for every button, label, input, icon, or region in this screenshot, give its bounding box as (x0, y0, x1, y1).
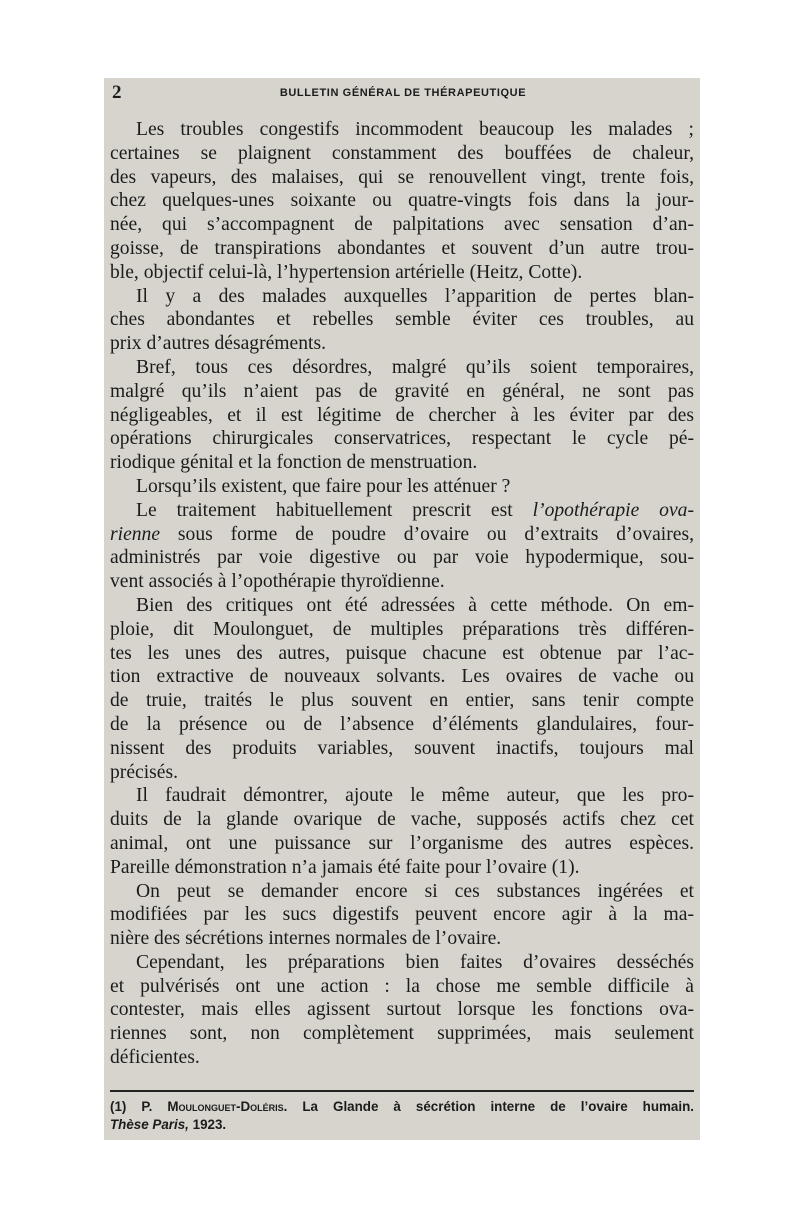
text-line: Cependant, les préparations bien faites d’ovaires desséchés (136, 951, 694, 973)
text-line: née, qui s’accompagnent de palpitations avec sensation d’an- (110, 214, 694, 236)
text-line: On peut se demander encore si ces substances ingérées et (136, 880, 694, 902)
text-line: prix d’autres désagréments. (110, 333, 327, 355)
text-line: Pareille démonstration n’a jamais été faite pour l’ovaire (1). (110, 856, 580, 878)
footnote-year: 1923. (188, 1117, 227, 1132)
text-line: tion extractive de nouveaux solvants. Les ovaires de vache ou (110, 666, 694, 688)
text-line: administrés par voie digestive ou par voie hypodermique, sou- (110, 547, 694, 569)
text-line: certaines se plaignent constamment des bouffées de chaleur, (110, 142, 694, 164)
footnote-thesis: Thèse Paris, (110, 1117, 189, 1132)
footnote-title: . La Glande à sécrétion interne de l’ovaire humain. (283, 1099, 694, 1114)
text-line: des vapeurs, des malaises, qui se renouvellent vingt, trente fois, (110, 166, 694, 188)
text-line (110, 499, 694, 523)
text-line: goisse, de transpirations abondantes et souvent d’un autre trou- (110, 237, 694, 259)
text-line: nissent des produits variables, souvent inactifs, toujours mal (110, 737, 694, 759)
text-line: Lorsqu’ils existent, que faire pour les atténuer ? (136, 475, 511, 497)
body-text (110, 118, 694, 1070)
text-line: vent associés à l’opothérapie thyroïdienne. (110, 571, 445, 593)
text-line: Il y a des malades auxquelles l’apparition de pertes blan- (136, 285, 694, 307)
text-line: précisés. (110, 761, 179, 783)
text-line: riennes sont, non complètement supprimées, mais seulement (110, 1023, 694, 1045)
text-line: chez quelques-unes soixante ou quatre-vingts fois dans la jour- (110, 190, 694, 212)
text-line: de la présence ou de l’absence d’éléments glandulaires, four- (110, 713, 694, 735)
text-line: de truie, traités le plus souvent en entier, sans tenir compte (110, 690, 694, 712)
text-line (110, 523, 694, 547)
text-line: animal, ont une puissance sur l’organisme des autres espèces. (110, 832, 694, 854)
text-line: contester, mais elles agissent surtout lorsque les fonctions ova- (110, 999, 694, 1021)
footnote-author: Moulonguet-Doléris (167, 1099, 284, 1114)
text-line: opérations chirurgicales conservatrices, respectant le cycle pé- (110, 428, 694, 450)
footnote-line (110, 1116, 694, 1134)
footnote (110, 1098, 694, 1134)
text-line: négligeables, et il est légitime de chercher à les éviter par des (110, 404, 694, 426)
text-line: ches abondantes et rebelles semble éviter ces troubles, au (110, 309, 694, 331)
italic-term: rienne (110, 523, 161, 545)
text-line: malgré qu’ils n’aient pas de gravité en général, ne sont pas (110, 380, 694, 402)
text-line: duits de la glande ovarique de vache, supposés actifs chez cet (110, 809, 694, 831)
running-title: BULLETIN GÉNÉRAL DE THÉRAPEUTIQUE (279, 87, 527, 99)
footnote-marker: (1) P. (110, 1099, 153, 1114)
text-line: ploie, dit Moulonguet, de multiples préparations très différen- (110, 618, 694, 640)
footnote-divider (110, 1090, 694, 1092)
text-line: Les troubles congestifs incommodent beaucoup les malades ; (136, 119, 694, 140)
italic-term: l’opothérapie ova- (532, 499, 694, 521)
text-line: Il faudrait démontrer, ajoute le même auteur, que les pro- (136, 785, 694, 807)
page-header (112, 82, 694, 106)
text-line: ble, objectif celui-là, l’hypertension artérielle (Heitz, Cotte). (110, 261, 583, 283)
page-number: 2 (112, 82, 122, 103)
book-page (104, 78, 700, 1140)
text-line: déficientes. (110, 1047, 200, 1069)
text-line: Bref, tous ces désordres, malgré qu’ils soient temporaires, (136, 356, 694, 378)
text-line: modifiées par les sucs digestifs peuvent encore agir à la ma- (110, 904, 694, 926)
text-line: et pulvérisés ont une action : la chose me semble difficile à (110, 975, 694, 997)
text-line: riodique génital et la fonction de menstruation. (110, 452, 478, 474)
text-run: Le traitement habituellement prescrit est (136, 499, 533, 521)
text-run: sous forme de poudre d’ovaire ou d’extraits d’ovaires, (160, 523, 694, 545)
text-line: tes les unes des autres, puisque chacune est obtenue par l’ac- (110, 642, 694, 664)
text-line: nière des sécrétions internes normales de l’ovaire. (110, 928, 502, 950)
footnote-line (110, 1098, 694, 1116)
text-line: Bien des critiques ont été adressées à cette méthode. On em- (136, 594, 694, 616)
